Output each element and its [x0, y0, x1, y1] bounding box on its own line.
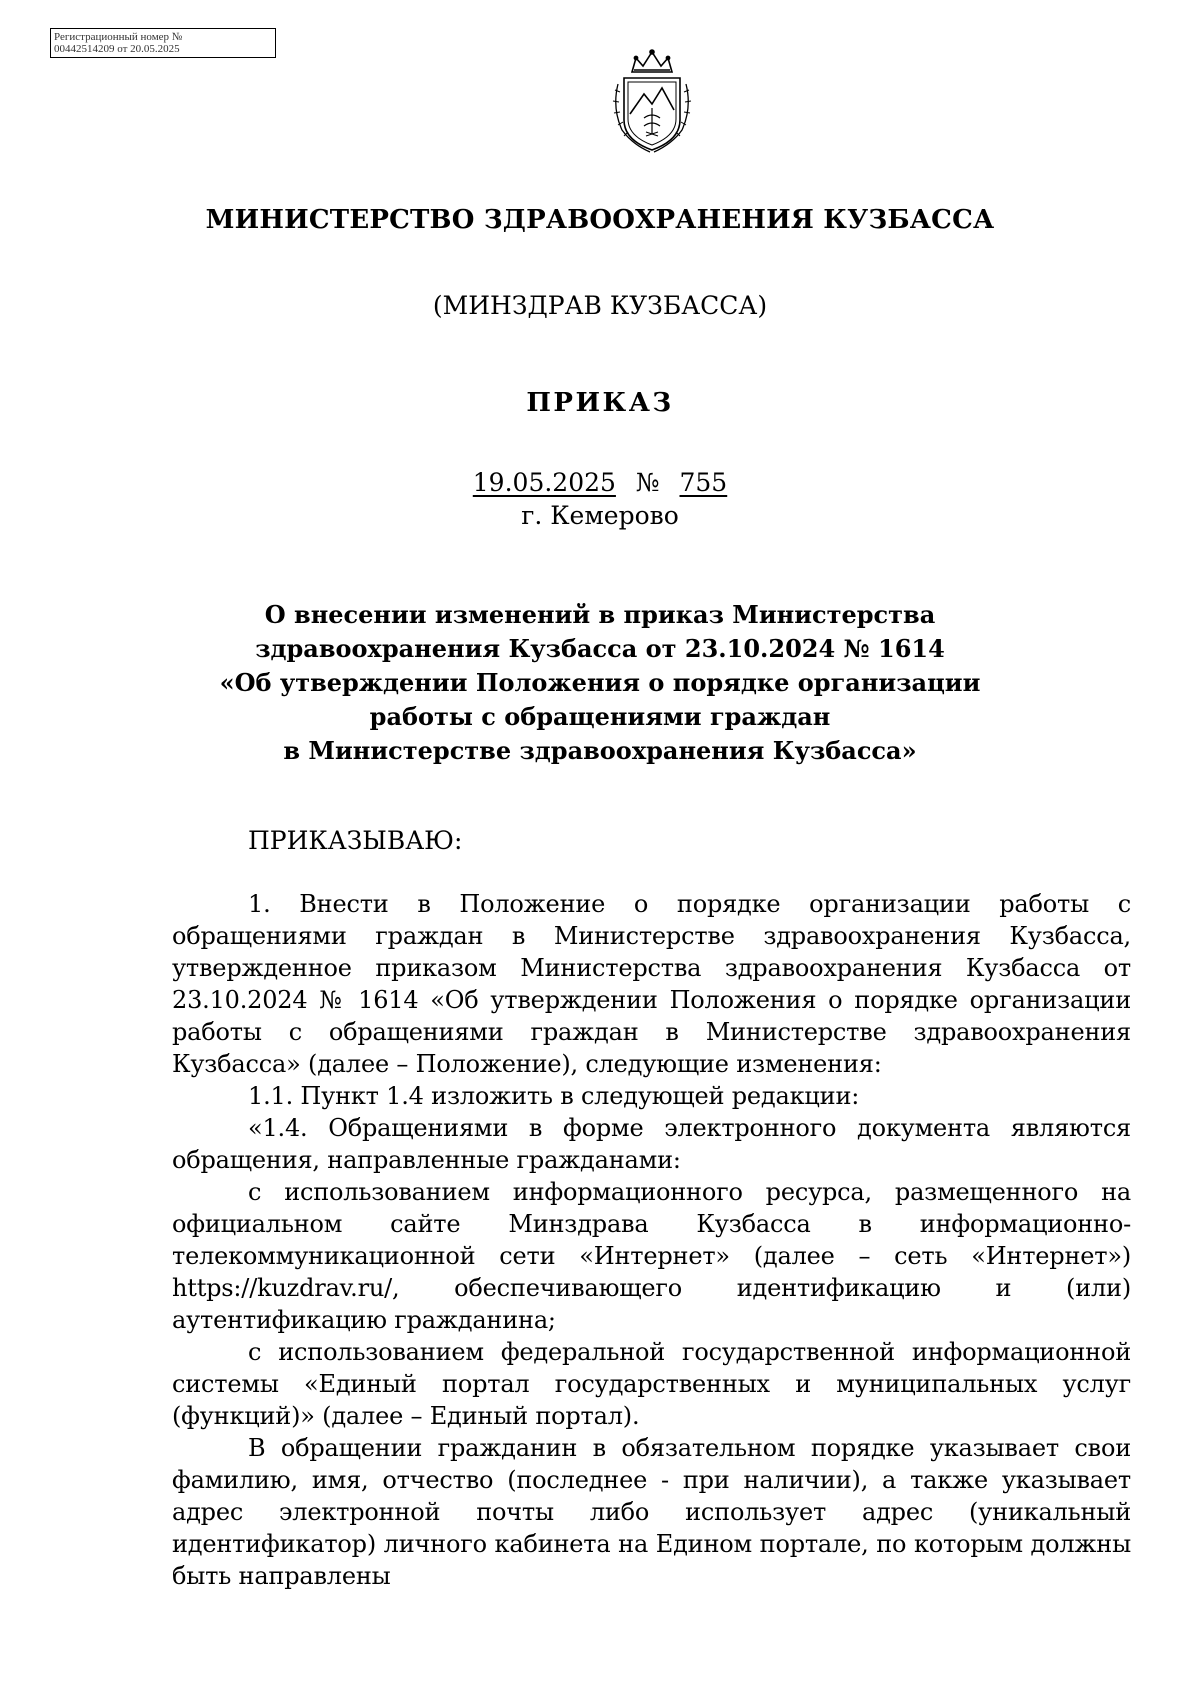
- subject-line: работы с обращениями граждан: [369, 702, 831, 731]
- body-paragraph: с использованием федеральной государственной информационной системы «Единый портал государственных и муниципальных услуг (функций)» (далее – Единый портал).: [172, 1338, 1131, 1430]
- date-number-line: [0, 468, 1200, 497]
- subject-line: в Министерстве здравоохранения Кузбасса»: [283, 736, 917, 765]
- order-body: [172, 888, 1131, 1592]
- body-paragraph: 1. Внести в Положение о порядке организации работы с обращениями граждан в Министерстве здравоохранения Кузбасса, утвержденное приказом Министерства здравоохранения Кузбасса от 23.10.2024 № 1614 «Об утверждении Положения о порядке организации работы с обращениями граждан в Министерстве здравоохранения Кузбасса» (далее – Положение), следующие изменения:: [172, 890, 1131, 1078]
- kuzbass-coat-of-arms-icon: [610, 48, 694, 154]
- body-paragraph: В обращении гражданин в обязательном порядке указывает свои фамилию, имя, отчество (последнее - при наличии), а также указывает адрес электронной почты либо использует адрес (уникальный идентификатор) личного кабинета на Едином портале, по которым должны быть направлены: [172, 1434, 1131, 1590]
- subject-line: здравоохранения Кузбасса от 23.10.2024 № 1614: [255, 634, 945, 663]
- registration-stamp-line1: Регистрационный номер №: [54, 31, 183, 43]
- registration-stamp: [50, 28, 276, 58]
- body-paragraph: «1.4. Обращениями в форме электронного документа являются обращения, направленные гражданами:: [172, 1114, 1131, 1174]
- document-type: ПРИКАЗ: [526, 388, 674, 418]
- order-word: ПРИКАЗЫВАЮ:: [248, 826, 463, 855]
- city: г. Кемерово: [521, 501, 679, 530]
- order-date: 19.05.2025: [472, 468, 616, 497]
- ministry-name: МИНИСТЕРСТВО ЗДРАВООХРАНЕНИЯ КУЗБАССА: [205, 205, 995, 235]
- order-number: 755: [679, 468, 728, 497]
- subject-line: «Об утверждении Положения о порядке организации: [219, 668, 981, 697]
- body-paragraph: 1.1. Пункт 1.4 изложить в следующей редакции:: [248, 1082, 860, 1110]
- body-paragraph: с использованием информационного ресурса, размещенного на официальном сайте Минздрава Кузбасса в информационно-телекоммуникационной сети «Интернет» (далее – сеть «Интернет») https://kuzdrav.ru/, обеспечивающего идентификацию и (или) аутентификацию гражданина;: [172, 1178, 1131, 1334]
- subject-line: О внесении изменений в приказ Министерства: [264, 600, 936, 629]
- number-sign: №: [635, 468, 660, 497]
- order-subject: [0, 598, 1200, 768]
- registration-stamp-line2: 00442514209 от 20.05.2025: [54, 43, 180, 55]
- ministry-short-name: (МИНЗДРАВ КУЗБАССА): [432, 291, 768, 320]
